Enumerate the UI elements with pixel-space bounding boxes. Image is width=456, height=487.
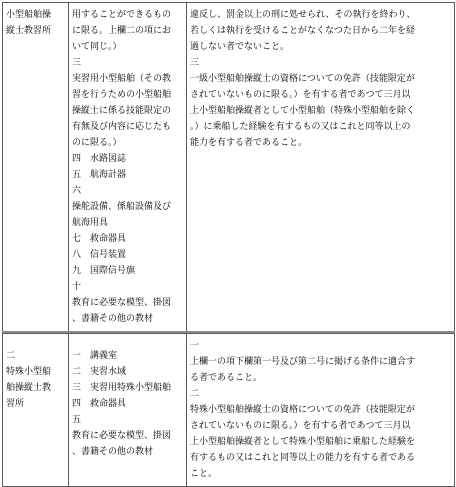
text-line: されていないものに限る。）を有する者であつて三月以 — [190, 421, 411, 431]
text-line: 有するもの又はこれと同等以上の能力を有する者である — [190, 453, 416, 463]
text-line: 小型船舶操 — [6, 10, 52, 20]
facility-name-cell — [3, 334, 69, 487]
text-line: 二 — [6, 351, 16, 361]
text-line: 過しない者でないこと。 — [190, 42, 290, 52]
text-line: 九 国際信号旗 — [72, 266, 136, 276]
text-line: 六 — [72, 186, 82, 196]
text-line: 特殊小型船 — [6, 367, 52, 377]
text-line: 教育に必要な模型、掛図 — [72, 431, 172, 441]
text-line: 三 実習用特殊小型船舶 — [72, 383, 172, 393]
text-line: されていないものに限る。）を有する者であつて三月以 — [190, 90, 411, 100]
equipment-list-cell — [69, 334, 187, 487]
text-line: 四 救命器具 — [72, 399, 127, 409]
text-line: 五 — [72, 415, 82, 425]
text-line: 三 — [190, 58, 200, 68]
text-line: 用することができるもの — [72, 10, 172, 20]
text-line: 、書籍その他の教材 — [72, 447, 154, 457]
text-line: 上欄一の項下欄第一号及び第二号に掲げる条件に適合す — [190, 357, 416, 367]
text-line: 五 航海計器 — [72, 170, 127, 180]
text-line: 一 講義室 — [72, 351, 118, 361]
text-line: 操舵設備、係船設備及び — [72, 202, 172, 212]
text-line: 上小型船舶操縦者として小型船舶（特殊小型船舶を除く — [190, 106, 416, 116]
text-line: 能力を有する者であること。 — [190, 138, 308, 148]
text-line: 八 信号装置 — [72, 250, 127, 260]
text-line: 二 — [190, 389, 200, 399]
text-line: 習所 — [6, 399, 25, 409]
text-line: 上小型船舶操縦者として特殊小型船舶に乗船した経験を — [190, 437, 416, 447]
table-row — [3, 3, 455, 333]
facility-name-cell — [3, 3, 69, 333]
text-line: 操縦士に係る技能限定の — [72, 106, 172, 116]
text-line: 若しくは執行を受けることがなくなつた日から二年を経 — [190, 26, 416, 36]
text-line: 十 — [72, 282, 82, 292]
text-line: いて同じ。） — [72, 42, 122, 52]
text-line: 有無及び内容に応じたも — [72, 122, 172, 132]
table-row — [3, 334, 455, 487]
text-line: る者であること。 — [190, 373, 263, 383]
text-line: 四 水路図誌 — [72, 154, 127, 164]
text-line: 縦士教習所 — [6, 26, 52, 36]
text-line: 一 — [190, 341, 200, 351]
text-line: のに限る。） — [72, 138, 122, 148]
document-table — [2, 2, 455, 487]
text-line: 実習用小型船舶（その教 — [72, 74, 172, 84]
equipment-list-cell — [69, 3, 187, 333]
text-line: 。）に乗船した経験を有するもの又はこれと同等以上の — [190, 122, 411, 132]
text-line: 舶操縦士教 — [6, 383, 52, 393]
instructor-requirements-cell — [187, 3, 455, 333]
text-line: 三 — [72, 58, 82, 68]
text-line: 特殊小型船舶操縦士の資格についての免許（技能限定が — [190, 405, 415, 415]
text-line: 教育に必要な模型、掛図 — [72, 298, 172, 308]
text-line: 航海用具 — [72, 218, 109, 228]
text-line: 一級小型船舶操縦士の資格についての免許（技能限定が — [190, 74, 415, 84]
text-line: こと。 — [190, 469, 218, 479]
text-line: 、書籍その他の教材 — [72, 314, 154, 324]
text-line: 二 実習水域 — [72, 367, 127, 377]
text-line: 習を行うための小型船舶 — [72, 90, 172, 100]
text-line: 違反し、罰金以上の刑に処せられ、その執行を終わり、 — [190, 10, 416, 20]
text-line: に限る。上欄二の項にお — [72, 26, 172, 36]
instructor-requirements-cell — [187, 334, 455, 487]
text-line: 七 救命器具 — [72, 234, 127, 244]
